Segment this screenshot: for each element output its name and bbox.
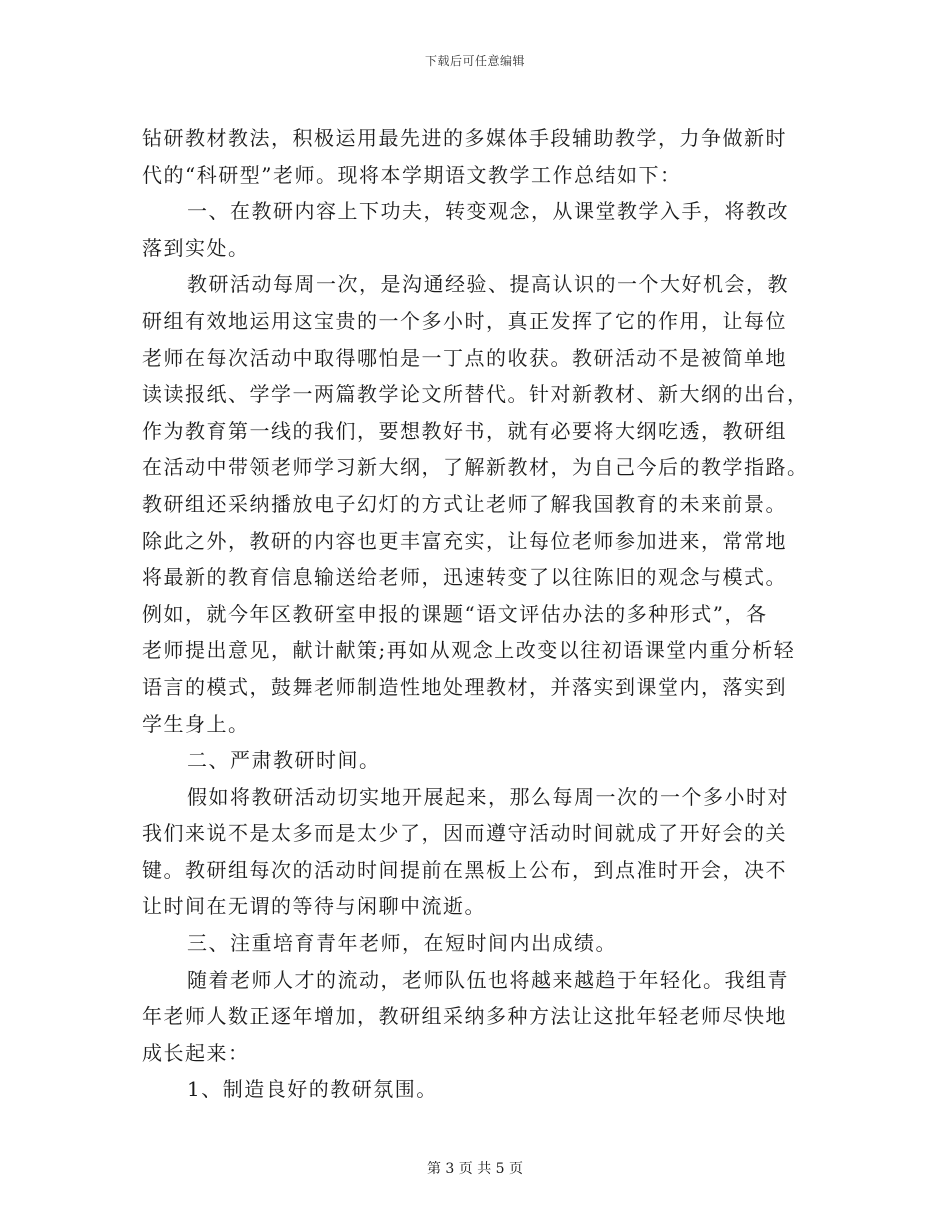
text-line: 读读报纸、学学一两篇教学论文所替代。针对新教材、新大纲的出台， <box>142 382 809 407</box>
text-line: 教研组还采纳播放电子幻灯的方式让老师了解我国教育的未来前景。 <box>142 491 787 516</box>
document-body <box>142 128 807 1116</box>
text-line: 教研活动每周一次，是沟通经验、提高认识的一个大好机会，教 <box>187 272 789 297</box>
text-line: 随着老师人才的流动，老师队伍也将越来越趋于年轻化。我组青 <box>187 967 789 992</box>
text-line: 一、在教研内容上下功夫，转变观念，从课堂教学入手，将教改 <box>187 199 789 224</box>
page-header: 下载后可任意编辑 <box>424 54 525 68</box>
text-line: 作为教育第一线的我们，要想教好书，就有必要将大纲吃透，教研组 <box>142 418 787 443</box>
text-line: 成长起来： <box>142 1040 250 1065</box>
page-number: 第 3 页 共 5 页 <box>426 1161 524 1177</box>
text-line: 二、严肃教研时间。 <box>187 748 381 773</box>
text-line: 年老师人数正逐年增加，教研组采纳多种方法让这批年轻老师尽快地 <box>142 1004 787 1029</box>
text-line: 研组有效地运用这宝贵的一个多小时，真正发挥了它的作用，让每位 <box>142 308 787 333</box>
text-line: 语言的模式，鼓舞老师制造性地处理教材，并落实到课堂内，落实到 <box>142 674 787 699</box>
text-line: 钻研教材教法，积极运用最先进的多媒体手段辅助教学，力争做新时 <box>142 126 787 150</box>
text-line: 代的“科研型”老师。现将本学期语文教学工作总结如下： <box>142 162 682 187</box>
text-line: 例如，就今年区教研室申报的课题“语文评估办法的多种形式”，各 <box>142 601 768 626</box>
text-line: 假如将教研活动切实地开展起来，那么每周一次的一个多小时对 <box>187 784 789 809</box>
text-line: 在活动中带领老师学习新大纲，了解新教材，为自己今后的教学指路。 <box>142 455 809 480</box>
text-line: 学生身上。 <box>142 711 250 736</box>
text-line: 1、制造良好的教研氛围。 <box>187 1077 438 1102</box>
text-line: 将最新的教育信息输送给老师，迅速转变了以往陈旧的观念与模式。 <box>142 565 787 590</box>
text-line: 让时间在无谓的等待与闲聊中流逝。 <box>142 894 486 919</box>
text-line: 我们来说不是太多而是太少了，因而遵守活动时间就成了开好会的关 <box>142 821 787 846</box>
text-line: 三、注重培育青年老师，在短时间内出成绩。 <box>187 931 617 956</box>
text-line: 除此之外，教研的内容也更丰富充实，让每位老师参加进来，常常地 <box>142 528 787 553</box>
text-line: 老师提出意见，献计献策;再如从观念上改变以往初语课堂内重分析轻 <box>142 638 796 663</box>
text-line: 老师在每次活动中取得哪怕是一丁点的收获。教研活动不是被简单地 <box>142 345 787 370</box>
text-line: 键。教研组每次的活动时间提前在黑板上公布，到点准时开会，决不 <box>142 857 787 882</box>
text-line: 落到实处。 <box>142 235 250 260</box>
